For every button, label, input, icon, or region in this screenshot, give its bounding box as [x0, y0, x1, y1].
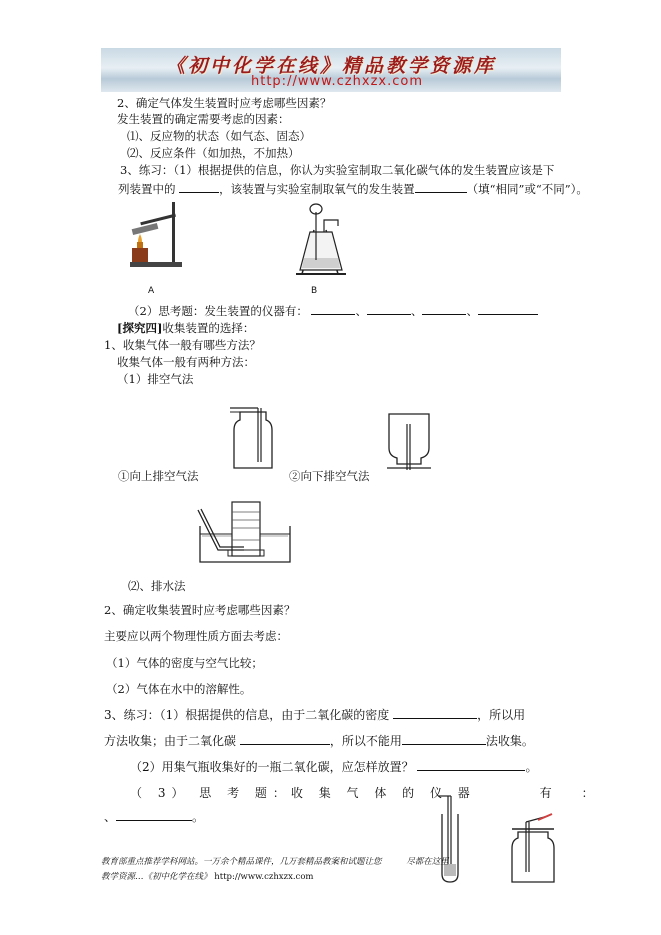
footer-line2: [101, 870, 314, 882]
property-solubility: （2）气体在水中的溶解性。: [106, 682, 252, 696]
footer-text-1a: 教育部重点推荐学科网站。一万余个精品课件，几万套精品教案和试题让您: [101, 857, 382, 867]
collect-main: 主要应以两个物理性质方面去考虑：: [104, 629, 288, 643]
practice2-line2: [104, 732, 534, 749]
thinking-q3-text: （ 3） 思 考 题：收 集 气 体 的 仪 器: [130, 786, 476, 800]
practice1-text-b: ，该装置与实验室制取氧气的发生装置: [219, 182, 415, 196]
thinking-q1-text: （2）思考题：发生装置的仪器有：: [128, 304, 308, 318]
label-a: A: [148, 286, 155, 296]
footer-line1: [101, 855, 449, 867]
label-b: B: [311, 286, 318, 296]
answer-blank-instrument-1[interactable]: [311, 302, 355, 315]
thinking-q3-have: 有: [539, 786, 552, 800]
practice2-text-3a: （2）用集气瓶收集好的一瓶二氧化碳，应怎样放置？: [130, 760, 414, 774]
answer-blank-device[interactable]: [179, 180, 219, 193]
collect-q1: 1、收集气体一般有哪些方法？: [104, 338, 261, 352]
period: 。: [192, 810, 205, 824]
practice2-line5: [104, 808, 204, 825]
practice1-line2: [118, 180, 588, 197]
upward-air-figure: [228, 404, 278, 470]
banner-url: http://www.czhxzx.com: [251, 74, 423, 89]
practice2-text-1a: 3、练习：（1）根据提供的信息，由于二氧化碳的密度: [104, 708, 390, 722]
method-air: （1）排空气法: [117, 372, 194, 386]
answer-blank-placement[interactable]: [417, 758, 525, 771]
water-displacement-figure: [192, 498, 294, 566]
factor-2: ⑵、反应条件（如加热，不加热）: [127, 146, 300, 160]
property-density: （1）气体的密度与空气比较；: [106, 656, 263, 670]
answer-blank-method[interactable]: [402, 732, 486, 745]
separator: 、: [466, 304, 478, 318]
thinking-question-1: [128, 302, 538, 319]
apparatus-b-figure: [292, 200, 350, 280]
method-water: ⑵、排水法: [128, 579, 186, 593]
factor-1: ⑴、反应物的状态（如气态、固态）: [127, 129, 311, 143]
answer-blank-collect-instrument[interactable]: [116, 808, 192, 821]
section2-heading: 2、确定气体发生装置时应考虑哪些因素？: [117, 96, 332, 110]
practice2-text-1b: ，所以用: [477, 708, 526, 722]
thinking-q3-colon: ：: [581, 786, 594, 800]
footer-text-2a: 教学资源…《初中化学在线》: [101, 872, 212, 882]
explore4-tag: [探究四]: [117, 321, 163, 335]
practice2-line4: [130, 784, 594, 801]
practice1-text-c: （填“相同”或“不同”）。: [466, 182, 588, 196]
practice2-text-2a: 方法收集；由于二氧化碳: [104, 734, 237, 748]
footer-link[interactable]: http://www.czhxzx.com: [214, 872, 314, 882]
answer-blank-same-different[interactable]: [415, 180, 467, 193]
section2-intro: 发生装置的确定需要考虑的因素：: [117, 112, 290, 126]
practice2-line3: [130, 758, 537, 775]
practice1-text-a: 列装置中的: [118, 182, 176, 196]
banner-title: 《初中化学在线》精品教学资源库: [165, 55, 496, 77]
answer-blank-instrument-3[interactable]: [422, 302, 466, 315]
separator: 、: [104, 810, 117, 824]
practice2-text-2b: ，所以不能用: [329, 734, 402, 748]
downward-air-figure: [385, 410, 433, 470]
period: 。: [525, 760, 538, 774]
upward-air-label: ①向上排空气法: [118, 469, 199, 483]
practice2-text-2c: 法收集。: [485, 734, 534, 748]
answer-blank-solubility[interactable]: [240, 732, 330, 745]
separator: 、: [410, 304, 423, 318]
explore4-title: 收集装置的选择：: [162, 321, 255, 335]
explore4-heading: [117, 320, 254, 336]
answer-blank-density[interactable]: [393, 706, 477, 719]
collect-a1: 收集气体一般有两种方法：: [117, 355, 255, 369]
answer-blank-instrument-4[interactable]: [478, 302, 538, 315]
test-tube-figure: [436, 794, 466, 884]
footer-text-1b: 尽都在这里: [406, 857, 449, 867]
downward-air-label: ②向下排空气法: [289, 469, 370, 483]
practice2-line1: [104, 706, 525, 723]
answer-blank-instrument-2[interactable]: [367, 302, 411, 315]
header-banner: [101, 48, 561, 92]
gas-jar-figure: [508, 812, 560, 884]
apparatus-a-figure: [128, 200, 184, 270]
collect-q2: 2、确定收集装置时应考虑哪些因素？: [104, 603, 296, 617]
separator: 、: [355, 304, 367, 318]
practice1-line1: 3、练习：（1）根据提供的信息，你认为实验室制取二氧化碳气体的发生装置应该是下: [120, 163, 555, 177]
